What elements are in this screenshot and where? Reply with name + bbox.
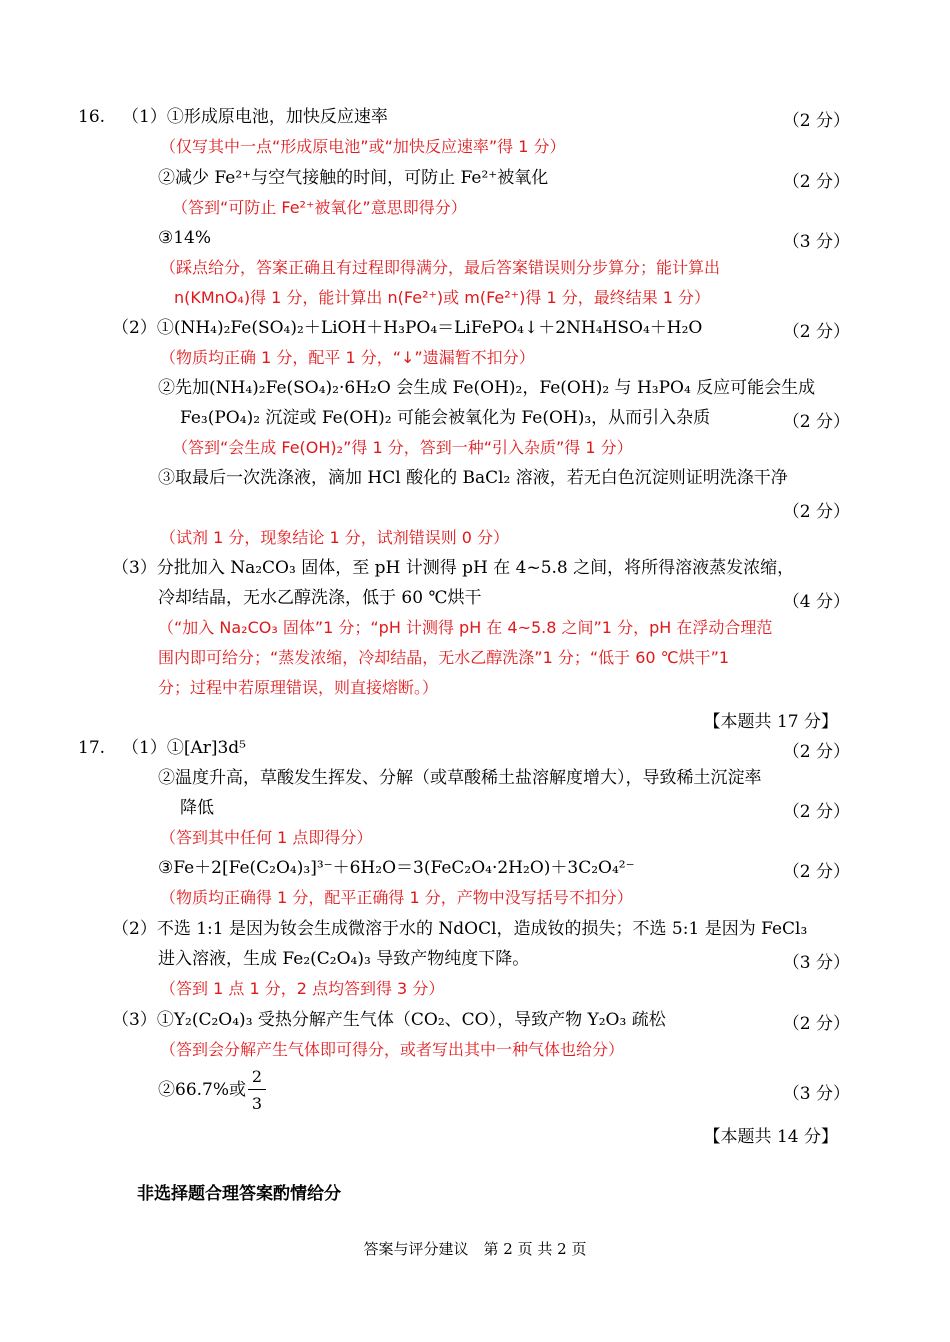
answer-line-q17-2-a: （2）不选 1:1 是因为钕会生成微溶于水的 NdOCl，造成钕的损失；不选 5:1 是因为 FeCl₃ (112, 919, 808, 939)
answer-line-q16-2-3: ③取最后一次洗涤液，滴加 HCl 酸化的 BaCl₂ 溶液，若无白色沉淀则证明洗涤干净 (158, 468, 788, 488)
answer-line-q16-3-note-a: （“加入 Na₂CO₃ 固体”1 分；“pH 计测得 pH 在 4~5.8 之间”1 分，pH 在浮动合理范 (158, 618, 773, 637)
answer-line-q17-3-1: （3）①Y₂(C₂O₄)₃ 受热分解产生气体（CO₂、CO），导致产物 Y₂O₃ 疏松 (112, 1010, 666, 1030)
answer-line-q16-2-1-note: （物质均正确 1 分，配平 1 分，“↓”遗漏暂不扣分） (160, 348, 535, 367)
score-p11: （3 分） (782, 953, 850, 973)
answer-line-q17-3-2: ②66.7%或 (158, 1080, 247, 1100)
answer-line-q17-2-b: 进入溶液，生成 Fe₂(C₂O₄)₃ 导致产物纯度下降。 (158, 949, 530, 969)
score-p1: （2 分） (782, 111, 850, 131)
answer-line-q17-3-1-note: （答到会分解产生气体即可得分，或者写出其中一种气体也给分） (160, 1040, 625, 1059)
score-p5: （2 分） (782, 412, 850, 432)
score-p7: （4 分） (782, 592, 850, 612)
answer-line-q17-1-2-note: （答到其中任何 1 点即得分） (160, 828, 373, 847)
fraction-denominator: 3 (251, 1094, 263, 1113)
answer-line-q16-3-a: （3）分批加入 Na₂CO₃ 固体，至 pH 计测得 pH 在 4~5.8 之间，将所得溶液蒸发浓缩， (112, 558, 795, 578)
page-footer: 答案与评分建议 第 2 页 共 2 页 (363, 1240, 587, 1258)
answer-line-q16-2-2-b: Fe₃(PO₄)₂ 沉淀或 Fe(OH)₂ 可能会被氧化为 Fe(OH)₃，从而引入杂质 (180, 408, 711, 428)
score-p8: （2 分） (782, 742, 850, 762)
answer-line-q16-3-b: 冷却结晶，无水乙醇洗涤，低于 60 ℃烘干 (158, 588, 482, 608)
score-p2: （2 分） (782, 172, 850, 192)
answer-line-q17-1-2-b: 降低 (180, 798, 214, 818)
answer-line-q16-1-2: ②减少 Fe²⁺与空气接触的时间，可防止 Fe²⁺被氧化 (158, 168, 549, 188)
answer-line-q16-1-3: ③14% (158, 228, 212, 248)
answer-line-q17-1-2-a: ②温度升高，草酸发生挥发、分解（或草酸稀土盐溶解度增大），导致稀土沉淀率 (158, 768, 762, 788)
answer-line-q16-1-3-note-a: （踩点给分，答案正确且有过程即得满分，最后答案错误则分步算分；能计算出 (160, 258, 721, 277)
total-t17: 【本题共 14 分】 (703, 1127, 838, 1147)
answer-line-q17-1-1: （1）①[Ar]3d⁵ (122, 738, 246, 758)
answer-line-q16-2-2-note: （答到“会生成 Fe(OH)₂”得 1 分，答到一种“引入杂质”得 1 分） (172, 438, 633, 457)
score-p4: （2 分） (782, 322, 850, 342)
fraction-bar (248, 1089, 266, 1090)
score-p13: （3 分） (782, 1084, 850, 1104)
total-t16: 【本题共 17 分】 (703, 712, 838, 732)
answer-line-q16-num: 16. (78, 107, 106, 127)
answer-line-q16-3-note-b: 围内即可给分；“蒸发浓缩，冷却结晶，无水乙醇洗涤”1 分；“低于 60 ℃烘干”1 (158, 648, 730, 667)
score-p12: （2 分） (782, 1014, 850, 1034)
answer-line-q17-1-3: ③Fe＋2[Fe(C₂O₄)₃]³⁻＋6H₂O＝3(FeC₂O₄·2H₂O)＋3C₂O₄²⁻ (158, 858, 635, 878)
answer-line-q17-num: 17. (78, 738, 106, 758)
score-p6: （2 分） (782, 502, 850, 522)
fraction-numerator: 2 (251, 1067, 263, 1086)
answer-line-q16-1-3-note-b: n(KMnO₄)得 1 分，能计算出 n(Fe²⁺)或 m(Fe²⁺)得 1 分，最终结果 1 分） (174, 288, 711, 307)
score-p10: （2 分） (782, 862, 850, 882)
score-p3: （3 分） (782, 232, 850, 252)
answer-line-q16-2-3-note: （试剂 1 分，现象结论 1 分，试剂错误则 0 分） (160, 528, 510, 547)
answer-line-q16-2-2-a: ②先加(NH₄)₂Fe(SO₄)₂·6H₂O 会生成 Fe(OH)₂，Fe(OH)₂ 与 H₃PO₄ 反应可能会生成 (158, 378, 816, 398)
answer-line-q16-1-1-note: （仅写其中一点“形成原电池”或“加快反应速率”得 1 分） (160, 137, 566, 156)
answer-line-q16-2-1: （2）①(NH₄)₂Fe(SO₄)₂＋LiOH＋H₃PO₄＝LiFePO₄↓＋2NH₄HSO₄＋H₂O (112, 318, 703, 338)
bottom-note: 非选择题合理答案酌情给分 (137, 1184, 341, 1204)
answer-line-q17-1-3-note: （物质均正确得 1 分，配平正确得 1 分，产物中没写括号不扣分） (160, 888, 633, 907)
answer-line-q17-2-note: （答到 1 点 1 分，2 点均答到得 3 分） (160, 979, 445, 998)
answer-line-q16-3-note-c: 分；过程中若原理错误，则直接熔断。） (158, 678, 439, 697)
answer-line-q16-1-1: （1）①形成原电池，加快反应速率 (122, 107, 388, 127)
answer-line-q16-1-2-note: （答到“可防止 Fe²⁺被氧化”意思即得分） (172, 198, 467, 217)
score-p9: （2 分） (782, 802, 850, 822)
